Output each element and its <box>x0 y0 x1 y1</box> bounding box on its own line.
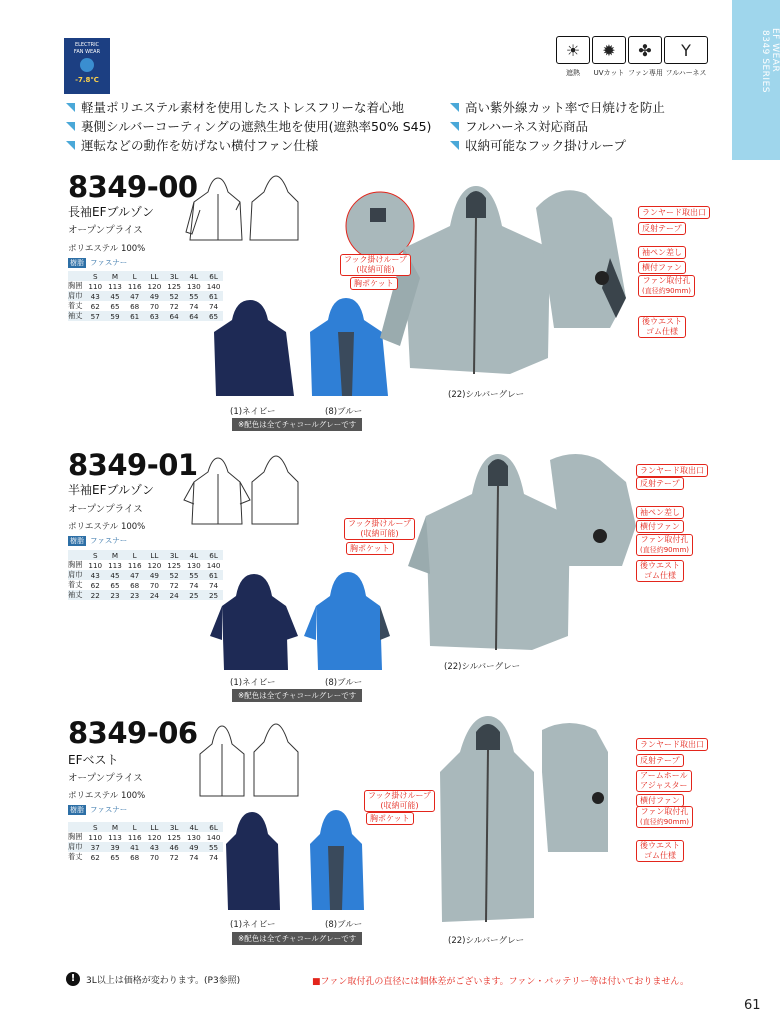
color-note: ※配色は全てチャコールグレーです <box>232 418 362 431</box>
callout-fan: 横付ファン <box>636 794 684 807</box>
callout-fanhole: ファン取付孔 (直径約90mm) <box>636 534 693 556</box>
material: ポリエステル 100% <box>68 791 146 801</box>
feature-item: フルハーネス対応商品 <box>450 117 588 135</box>
callout-reflect: 反射テープ <box>636 754 684 767</box>
side-tab-line2: 8349 SERIES <box>760 30 770 93</box>
feature-item: 収納可能なフック掛けループ <box>450 136 626 154</box>
callout-pocket: 胸ポケット <box>350 277 398 290</box>
feature-icon-labels <box>556 68 708 78</box>
icon-label: ファン専用 <box>628 69 663 77</box>
feature-item: 運転などの動作を妨げない横付ファン仕様 <box>66 136 318 154</box>
zipper-spec: 樹脂 ファスナー <box>70 258 128 267</box>
color-label: (8)ブルー <box>325 920 363 930</box>
color-label: (8)ブルー <box>325 407 363 417</box>
side-tab <box>732 0 780 160</box>
uv-cut-icon: ✹ <box>592 36 626 64</box>
main-color-label: (22)シルバーグレー <box>444 662 521 672</box>
logo-line2: FAN WEAR <box>73 48 101 55</box>
main-color-label: (22)シルバーグレー <box>448 936 525 946</box>
footer-note-right: ■ファン取付孔の直径には個体差がございます。ファン・バッテリー等は付いておりません。 <box>312 977 689 987</box>
price: オープンプライス <box>68 773 143 784</box>
footer-note-text: 3L以上は価格が変わります。(P3参照) <box>86 975 241 986</box>
heat-shield-icon: ☀ <box>556 36 590 64</box>
size-table: S M L LL 3L 4L 6L 胸囲 110 113 116 120 125 130 140 肩巾 43 45 47 49 52 55 61 着丈 62 65 68 70 72 74 74 袖丈 22 23 23 24 24 25 25 <box>68 550 223 600</box>
product-name: EFベスト <box>68 753 119 767</box>
color-label: (1)ネイビー <box>230 678 276 688</box>
color-label: (1)ネイビー <box>230 920 276 930</box>
icon-label: UVカット <box>593 69 625 77</box>
main-color-label: (22)シルバーグレー <box>448 390 525 400</box>
material: ポリエステル 100% <box>68 522 146 532</box>
callout-reflect: 反射テープ <box>638 222 686 235</box>
product-name: 長袖EFブルゾン <box>68 205 155 219</box>
exclamation-icon: ! <box>66 972 80 986</box>
material: ポリエステル 100% <box>68 244 146 254</box>
callout-waist: 後ウエスト ゴム仕様 <box>636 840 684 862</box>
logo-badge: -7.8℃ <box>75 76 99 84</box>
callout-fanhole: ファン取付孔 (直径約90mm) <box>638 275 695 297</box>
icon-label: 遮熱 <box>566 69 580 77</box>
line-drawing <box>190 718 300 802</box>
callout-reflect: 反射テープ <box>636 477 684 490</box>
full-harness-icon: Y <box>664 36 708 64</box>
logo-line1: ELECTRIC <box>74 42 100 48</box>
line-drawing <box>180 170 300 250</box>
callout-lanyard: ランヤード取出口 <box>638 206 710 219</box>
callout-pen: 袖ペン差し <box>636 506 684 519</box>
logo-badge-icon <box>80 58 94 72</box>
color-variants <box>202 566 392 678</box>
callout-hook: フック掛けループ (収納可能) <box>364 790 435 812</box>
feature-item: 高い紫外線カット率で日焼けを防止 <box>450 98 665 116</box>
zipper-spec: 樹脂 ファスナー <box>70 536 128 545</box>
callout-pocket: 胸ポケット <box>366 812 414 825</box>
footer-note-left <box>66 972 240 986</box>
color-label: (1)ネイビー <box>230 407 276 417</box>
line-drawing <box>180 450 300 530</box>
callout-fan: 横付ファン <box>636 520 684 533</box>
color-note: ※配色は全てチャコールグレーです <box>232 689 362 702</box>
zipper-spec: 樹脂 ファスナー <box>70 805 128 814</box>
size-table: S M L LL 3L 4L 6L 胸囲 110 113 116 120 125 130 140 肩巾 37 39 41 43 46 49 55 着丈 62 65 68 70 72 74 74 <box>68 822 223 862</box>
feature-item: 裏側シルバーコーティングの遮熱生地を使用(遮熱率50% S45) <box>66 117 431 135</box>
color-note: ※配色は全てチャコールグレーです <box>232 932 362 945</box>
page-number: 61 <box>744 998 761 1013</box>
callout-hook: フック掛けループ (収納可能) <box>340 254 411 276</box>
icon-label: フルハーネス <box>665 69 707 77</box>
model-number: 8349-06 <box>68 716 198 750</box>
model-number: 8349-00 <box>68 170 198 204</box>
color-variants <box>210 806 380 916</box>
size-table: S M L LL 3L 4L 6L 胸囲 110 113 116 120 125 130 140 肩巾 43 45 47 49 52 55 61 着丈 62 65 68 70 72 74 74 袖丈 57 59 61 63 64 64 65 <box>68 271 223 321</box>
feature-icons <box>556 36 708 64</box>
price: オープンプライス <box>68 504 143 515</box>
callout-lanyard: ランヤード取出口 <box>636 738 708 751</box>
callout-pen: 袖ペン差し <box>638 246 686 259</box>
callout-arm: アームホール アジャスター <box>636 770 692 792</box>
product-name: 半袖EFブルゾン <box>68 483 155 497</box>
fan-icon: ✤ <box>628 36 662 64</box>
main-product-image <box>430 712 630 932</box>
color-label: (8)ブルー <box>325 678 363 688</box>
callout-pocket: 胸ポケット <box>346 542 394 555</box>
callout-fan: 横付ファン <box>638 261 686 274</box>
callout-fanhole: ファン取付孔 (直径約90mm) <box>636 806 693 828</box>
side-tab-line1: EF WEAR <box>770 28 780 73</box>
callout-hook: フック掛けループ (収納可能) <box>344 518 415 540</box>
price: オープンプライス <box>68 225 143 236</box>
callout-waist: 後ウエスト ゴム仕様 <box>638 316 686 338</box>
main-product-image <box>400 446 640 656</box>
electric-fan-wear-logo <box>64 38 110 94</box>
model-number: 8349-01 <box>68 448 198 482</box>
feature-item: 軽量ポリエステル素材を使用したストレスフリーな着心地 <box>66 98 404 116</box>
callout-lanyard: ランヤード取出口 <box>636 464 708 477</box>
callout-waist: 後ウエスト ゴム仕様 <box>636 560 684 582</box>
